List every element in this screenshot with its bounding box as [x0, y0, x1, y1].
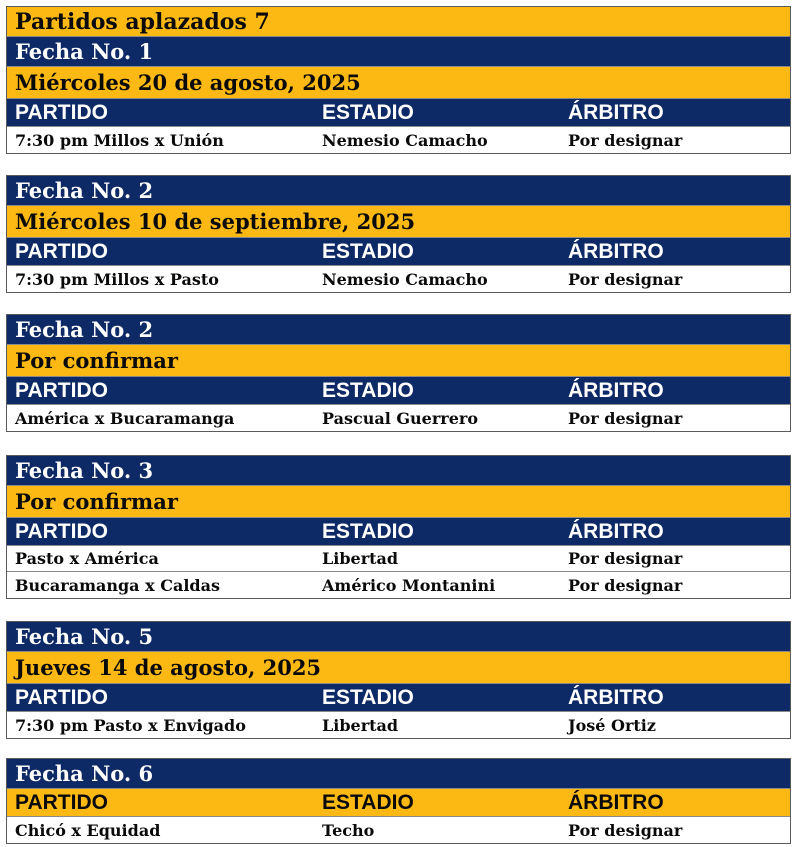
schedule-table-fecha-2b [6, 314, 791, 432]
match-date: Miércoles 20 de agosto, 2025 [7, 67, 790, 99]
header-partido: PARTIDO [15, 100, 108, 124]
table-row [7, 266, 790, 292]
header-arbitro: ÁRBITRO [568, 100, 664, 124]
cell-partido: 7:30 pm Millos x Unión [15, 130, 224, 150]
cell-arbitro: Por designar [568, 408, 683, 428]
header-partido: PARTIDO [15, 519, 108, 543]
table-row [7, 712, 790, 738]
table-row [7, 405, 790, 431]
cell-arbitro: Por designar [568, 820, 683, 840]
cell-partido: Pasto x América [15, 549, 159, 568]
header-estadio: ESTADIO [322, 519, 414, 543]
fecha-heading: Fecha No. 2 [7, 176, 790, 206]
cell-partido: Bucaramanga x Caldas [15, 575, 220, 595]
column-header-row [7, 518, 790, 546]
column-header-row [7, 684, 790, 712]
cell-partido: América x Bucaramanga [15, 408, 235, 428]
table-row [7, 546, 790, 572]
header-partido: PARTIDO [15, 790, 108, 814]
table-row [7, 572, 790, 598]
cell-arbitro: Por designar [568, 130, 683, 150]
schedule-table-fecha-5 [6, 621, 791, 739]
page-title: Partidos aplazados 7 [7, 7, 790, 37]
header-estadio: ESTADIO [322, 790, 414, 814]
cell-estadio: Libertad [322, 715, 399, 735]
cell-estadio: Pascual Guerrero [322, 408, 478, 428]
column-header-row [7, 377, 790, 405]
fecha-heading: Fecha No. 2 [7, 315, 790, 345]
schedule-table-fecha-3 [6, 455, 791, 599]
fecha-heading: Fecha No. 3 [7, 456, 790, 486]
header-estadio: ESTADIO [322, 685, 414, 709]
schedule-table-fecha-2 [6, 175, 791, 293]
column-header-row [7, 99, 790, 127]
cell-estadio: Nemesio Camacho [322, 130, 488, 150]
header-arbitro: ÁRBITRO [568, 378, 664, 402]
header-partido: PARTIDO [15, 378, 108, 402]
column-header-row [7, 238, 790, 266]
cell-estadio: Américo Montanini [322, 575, 496, 595]
match-date: Por confirmar [7, 345, 790, 377]
header-arbitro: ÁRBITRO [568, 790, 664, 814]
schedule-table-fecha-6 [6, 758, 791, 844]
fecha-heading: Fecha No. 1 [7, 37, 790, 67]
header-partido: PARTIDO [15, 685, 108, 709]
header-partido: PARTIDO [15, 239, 108, 263]
header-arbitro: ÁRBITRO [568, 239, 664, 263]
header-estadio: ESTADIO [322, 100, 414, 124]
cell-partido: Chicó x Equidad [15, 820, 161, 840]
header-estadio: ESTADIO [322, 378, 414, 402]
fecha-heading: Fecha No. 6 [7, 759, 790, 789]
cell-partido: 7:30 pm Millos x Pasto [15, 269, 219, 289]
column-header-row [7, 789, 790, 817]
cell-arbitro: Por designar [568, 575, 683, 595]
cell-estadio: Libertad [322, 549, 399, 568]
match-date: Por confirmar [7, 486, 790, 518]
cell-estadio: Nemesio Camacho [322, 269, 488, 289]
cell-partido: 7:30 pm Pasto x Envigado [15, 715, 246, 735]
fecha-heading: Fecha No. 5 [7, 622, 790, 652]
match-date: Miércoles 10 de septiembre, 2025 [7, 206, 790, 238]
header-estadio: ESTADIO [322, 239, 414, 263]
match-date: Jueves 14 de agosto, 2025 [7, 652, 790, 684]
cell-arbitro: José Ortiz [568, 715, 656, 735]
schedule-table-fecha-1 [6, 6, 791, 154]
header-arbitro: ÁRBITRO [568, 519, 664, 543]
table-row [7, 817, 790, 843]
cell-arbitro: Por designar [568, 269, 683, 289]
cell-estadio: Techo [322, 820, 375, 840]
cell-arbitro: Por designar [568, 549, 683, 568]
table-row [7, 127, 790, 153]
header-arbitro: ÁRBITRO [568, 685, 664, 709]
